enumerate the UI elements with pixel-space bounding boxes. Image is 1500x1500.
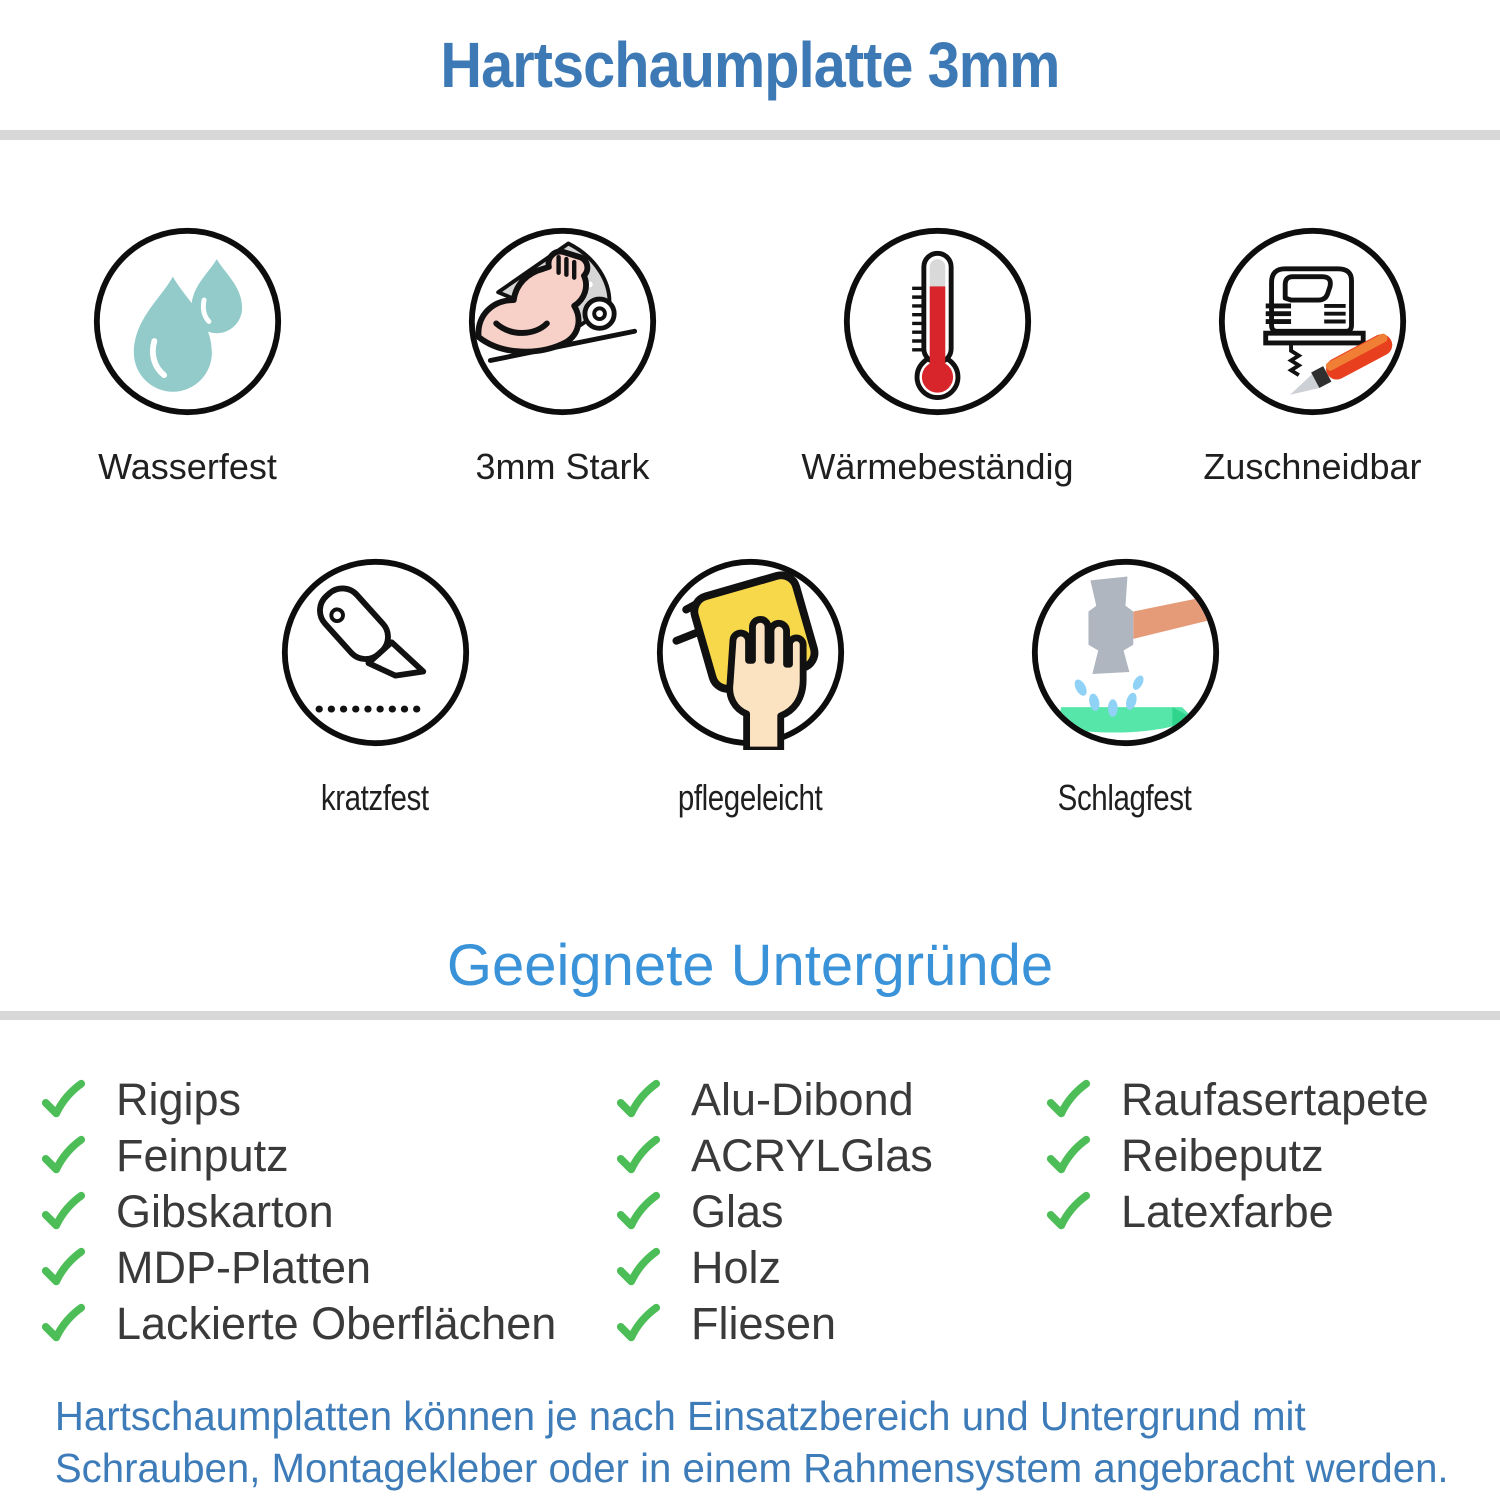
feature-waterproof	[0, 224, 375, 489]
check-icon	[40, 1133, 86, 1179]
feature-impact-resistant	[938, 555, 1313, 820]
list-item-label: Alu-Dibond	[691, 1074, 914, 1125]
feature-easycare	[563, 555, 938, 820]
hammer-impact-icon	[1028, 555, 1223, 750]
feature-label: Zuschneidbar	[1203, 446, 1422, 487]
list-item	[40, 1296, 615, 1352]
bicep-panel-roll-icon	[465, 224, 660, 419]
list-item	[1045, 1072, 1500, 1128]
check-icon	[1045, 1077, 1091, 1123]
list-item-label: Lackierte Oberflächen	[116, 1298, 557, 1349]
list-item-label: Raufasertapete	[1121, 1074, 1429, 1125]
mounting-note-line2: Schrauben, Montagekleber oder in einem Rahmensystem angebracht werden.	[54, 1445, 1449, 1491]
check-icon	[40, 1077, 86, 1123]
feature-label: pflegeleicht	[677, 777, 823, 818]
check-icon	[40, 1245, 86, 1291]
substrates-column-1	[40, 1072, 615, 1352]
list-item	[40, 1240, 615, 1296]
check-icon	[1045, 1189, 1091, 1235]
list-item	[615, 1128, 1045, 1184]
check-icon	[615, 1133, 661, 1179]
list-item-label: Gibskarton	[116, 1186, 334, 1237]
divider	[0, 130, 1500, 140]
check-icon	[615, 1245, 661, 1291]
feature-cuttable	[1125, 224, 1500, 489]
list-item-label: Feinputz	[116, 1130, 289, 1181]
list-item	[615, 1240, 1045, 1296]
feature-label: Wasserfest	[98, 446, 277, 487]
divider	[0, 1011, 1500, 1020]
thermometer-icon	[840, 224, 1035, 419]
check-icon	[615, 1077, 661, 1123]
feature-label: Schlagfest	[1058, 777, 1192, 818]
list-item-label: Fliesen	[691, 1298, 837, 1349]
list-item	[40, 1072, 615, 1128]
feature-label: kratzfest	[321, 777, 429, 818]
wiping-hand-cloth-icon	[653, 555, 848, 750]
mounting-note	[0, 1390, 1470, 1494]
list-item-label: Rigips	[116, 1074, 242, 1125]
substrates-column-2	[615, 1072, 1045, 1352]
check-icon	[40, 1301, 86, 1347]
list-item-label: ACRYLGlas	[691, 1130, 933, 1181]
list-item	[615, 1184, 1045, 1240]
substrates-header	[0, 932, 1500, 998]
list-item	[615, 1296, 1045, 1352]
list-item	[40, 1128, 615, 1184]
list-item	[1045, 1184, 1500, 1240]
check-icon	[1045, 1133, 1091, 1179]
list-item	[1045, 1128, 1500, 1184]
feature-strength	[375, 224, 750, 489]
feature-label: 3mm Stark	[475, 446, 650, 487]
list-item	[40, 1184, 615, 1240]
mounting-note-line1: Hartschaumplatten können je nach Einsatzbereich und Untergrund mit	[54, 1393, 1306, 1439]
list-item	[615, 1072, 1045, 1128]
jigsaw-cutter-icon	[1215, 224, 1410, 419]
list-item-label: MDP-Platten	[116, 1242, 372, 1293]
list-item-label: Latexfarbe	[1121, 1186, 1334, 1237]
utility-knife-icon	[278, 555, 473, 750]
list-item-label: Reibeputz	[1121, 1130, 1324, 1181]
feature-heat-resistant	[750, 224, 1125, 489]
check-icon	[615, 1189, 661, 1235]
feature-row-2	[0, 555, 1500, 820]
check-icon	[615, 1301, 661, 1347]
water-drops-icon	[90, 224, 285, 419]
feature-label: Wärmebeständig	[801, 446, 1074, 487]
substrates-column-3	[1045, 1072, 1500, 1352]
substrates-list	[0, 1072, 1500, 1352]
list-item-label: Holz	[691, 1242, 782, 1293]
feature-row-1	[0, 224, 1500, 489]
check-icon	[40, 1189, 86, 1235]
page-title: Hartschaumplatte 3mm	[440, 29, 1060, 101]
substrates-title: Geeignete Untergründe	[446, 932, 1054, 998]
header	[0, 0, 1500, 130]
feature-scratchproof	[188, 555, 563, 820]
list-item-label: Glas	[691, 1186, 784, 1237]
